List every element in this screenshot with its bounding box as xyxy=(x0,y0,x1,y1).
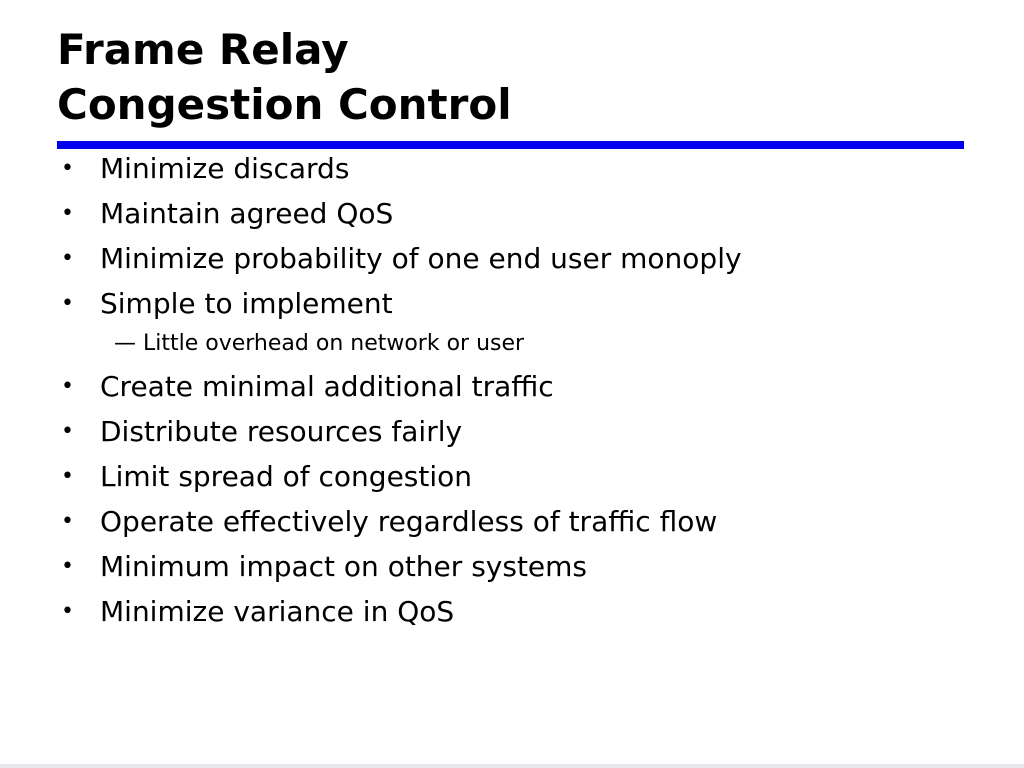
bullet-list xyxy=(0,152,1024,640)
bullet-marker: • xyxy=(61,291,74,316)
bullet-item xyxy=(0,505,1024,550)
bullet-text: Minimize probability of one end user monoply xyxy=(100,242,742,275)
bullet-item xyxy=(0,287,1024,332)
bullet-text: Minimize discards xyxy=(100,152,350,185)
bullet-text: Create minimal additional traffic xyxy=(100,370,554,403)
sub-bullet-item xyxy=(0,332,1024,370)
title-line-2: Congestion Control xyxy=(57,80,512,129)
bullet-text: Minimize variance in QoS xyxy=(100,595,455,628)
bullet-marker: • xyxy=(61,246,74,271)
bullet-marker: • xyxy=(61,201,74,226)
bullet-text: Minimum impact on other systems xyxy=(100,550,588,583)
title-underline-rule xyxy=(57,141,964,149)
bullet-marker: • xyxy=(61,599,74,624)
sub-bullet-text: Little overhead on network or user xyxy=(143,331,525,356)
bullet-text: Limit spread of congestion xyxy=(100,460,473,493)
slide-title xyxy=(57,22,512,132)
bullet-item xyxy=(0,460,1024,505)
bullet-item xyxy=(0,197,1024,242)
bullet-item xyxy=(0,550,1024,595)
bullet-marker: • xyxy=(61,374,74,399)
bullet-text: Operate effectively regardless of traffic flow xyxy=(100,505,718,538)
bullet-marker: • xyxy=(61,419,74,444)
footer-divider xyxy=(0,764,1024,768)
bullet-item xyxy=(0,242,1024,287)
bullet-item xyxy=(0,415,1024,460)
bullet-marker: • xyxy=(61,509,74,534)
bullet-item xyxy=(0,370,1024,415)
bullet-marker: • xyxy=(61,464,74,489)
bullet-text: Maintain agreed QoS xyxy=(100,197,394,230)
title-line-1: Frame Relay xyxy=(57,25,349,74)
bullet-text: Simple to implement xyxy=(100,287,393,320)
bullet-item xyxy=(0,595,1024,640)
sub-bullet-marker: — xyxy=(114,331,136,356)
bullet-marker: • xyxy=(61,554,74,579)
bullet-item xyxy=(0,152,1024,197)
bullet-marker: • xyxy=(61,156,74,181)
bullet-text: Distribute resources fairly xyxy=(100,415,463,448)
